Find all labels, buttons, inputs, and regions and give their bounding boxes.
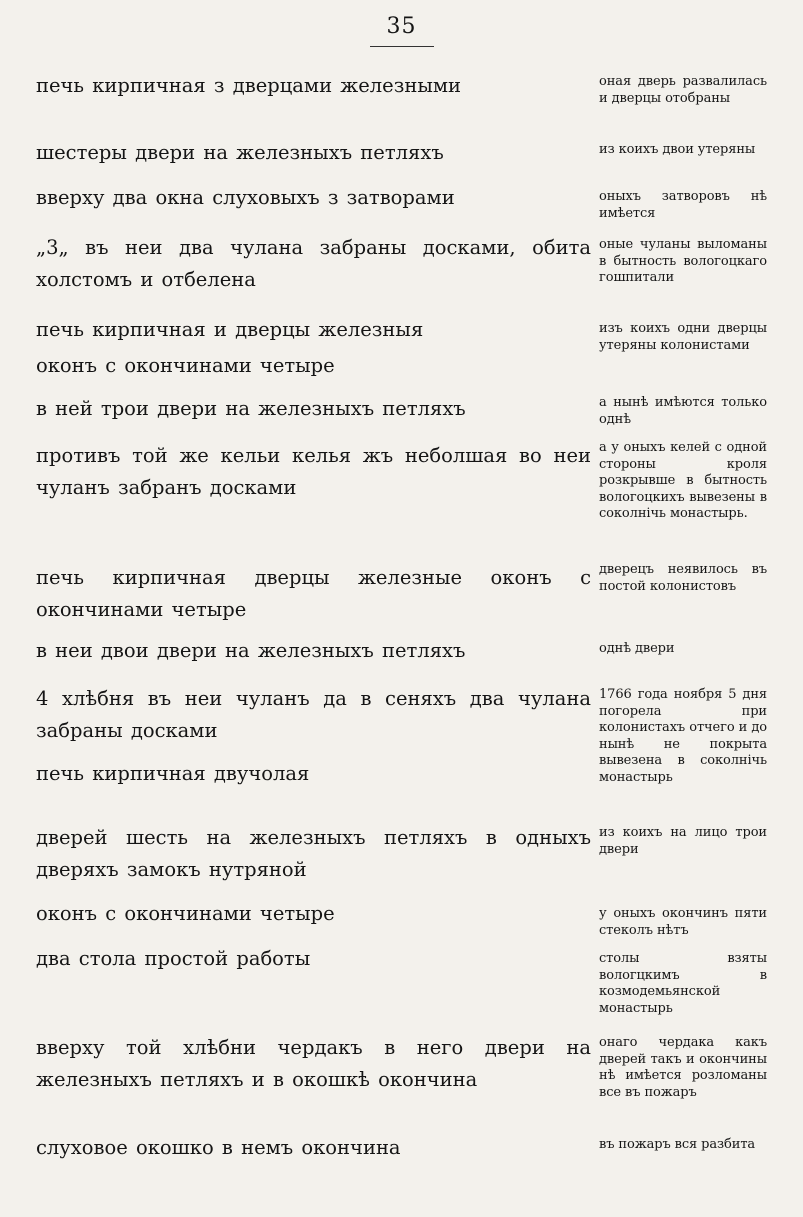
- entry-note: дверецъ неявилось въ постой колонистовъ: [599, 562, 767, 594]
- entry-note: оная дверь развалилась и дверцы отобраны: [599, 74, 767, 106]
- entry-text: два стола простой работы: [36, 947, 311, 970]
- entry-text: „3„ въ неи два чулана забраны досками, обита холстомъ и отбелена: [36, 236, 591, 291]
- entry-note: а нынѣ имѣются только однѣ: [599, 395, 767, 427]
- entry-text: противъ той же кельи келья жъ неболшая во неи чуланъ забранъ досками: [36, 444, 591, 499]
- entry-note: а у оныхъ келей с одной стороны кроля розкрывше в бытность вологоцкихъ вывезены в соколнiчь монастырь.: [599, 440, 767, 522]
- page-number-rule: [370, 46, 434, 47]
- entry-note: у оныхъ окончинъ пяти стеколъ нѣтъ: [599, 906, 767, 938]
- entry-text: печь кирпичная з дверцами железными: [36, 74, 462, 97]
- entry-text: в неи двои двери на железныхъ петляхъ: [36, 639, 466, 662]
- entry-text: оконъ с окончинами четыре: [36, 354, 335, 377]
- entry-text: печь кирпичная двучолая: [36, 762, 310, 785]
- entry-text: вверху той хлѣбни чердакъ в него двери на железныхъ петляхъ и в окошкѣ окончина: [36, 1036, 591, 1091]
- entry-note: 1766 года ноября 5 дня погорела при колонистахъ отчего и до нынѣ не покрыта вывезена в соколнiчь монастырь: [599, 687, 767, 785]
- entry-text: в ней трои двери на железныхъ петляхъ: [36, 397, 466, 420]
- entry-text: печь кирпичная и дверцы железныя: [36, 318, 424, 341]
- entry-text: слуховое окошко в немъ окончина: [36, 1136, 401, 1159]
- entry-note: оные чуланы выломаны в бытность вологоцкаго гошпитали: [599, 237, 767, 286]
- entry-note: онаго чердака какъ дверей такъ и окончины нѣ имѣется розломаны все въ пожаръ: [599, 1035, 767, 1100]
- entry-text: оконъ с окончинами четыре: [36, 902, 335, 925]
- entry-note: из коихъ на лицо трои двери: [599, 825, 767, 857]
- entry-note: въ пожаръ вся разбита: [599, 1137, 756, 1152]
- entry-text: дверей шесть на железныхъ петляхъ в одныхъ дверяхъ замокъ нутряной: [36, 826, 591, 881]
- entry-text: шестеры двери на железныхъ петляхъ: [36, 141, 444, 164]
- entry-note: однѣ двери: [599, 641, 675, 656]
- entry-note: оныхъ затворовъ нѣ имѣется: [599, 189, 767, 221]
- entry-text: 4 хлѣбня въ неи чуланъ да в сеняхъ два чулана забраны досками: [36, 687, 591, 742]
- entry-note: изъ коихъ одни дверцы утеряны колонистами: [599, 321, 767, 353]
- entry-note: из коихъ двои утеряны: [599, 142, 756, 157]
- entry-note: столы взяты вологцкимъ в козмодемьянской монастырь: [599, 951, 767, 1016]
- entry-text: вверху два окна слуховыхъ з затворами: [36, 186, 455, 209]
- page-number: 35: [386, 14, 417, 39]
- entry-text: печь кирпичная дверцы железные оконъ с окончинами четыре: [36, 566, 591, 621]
